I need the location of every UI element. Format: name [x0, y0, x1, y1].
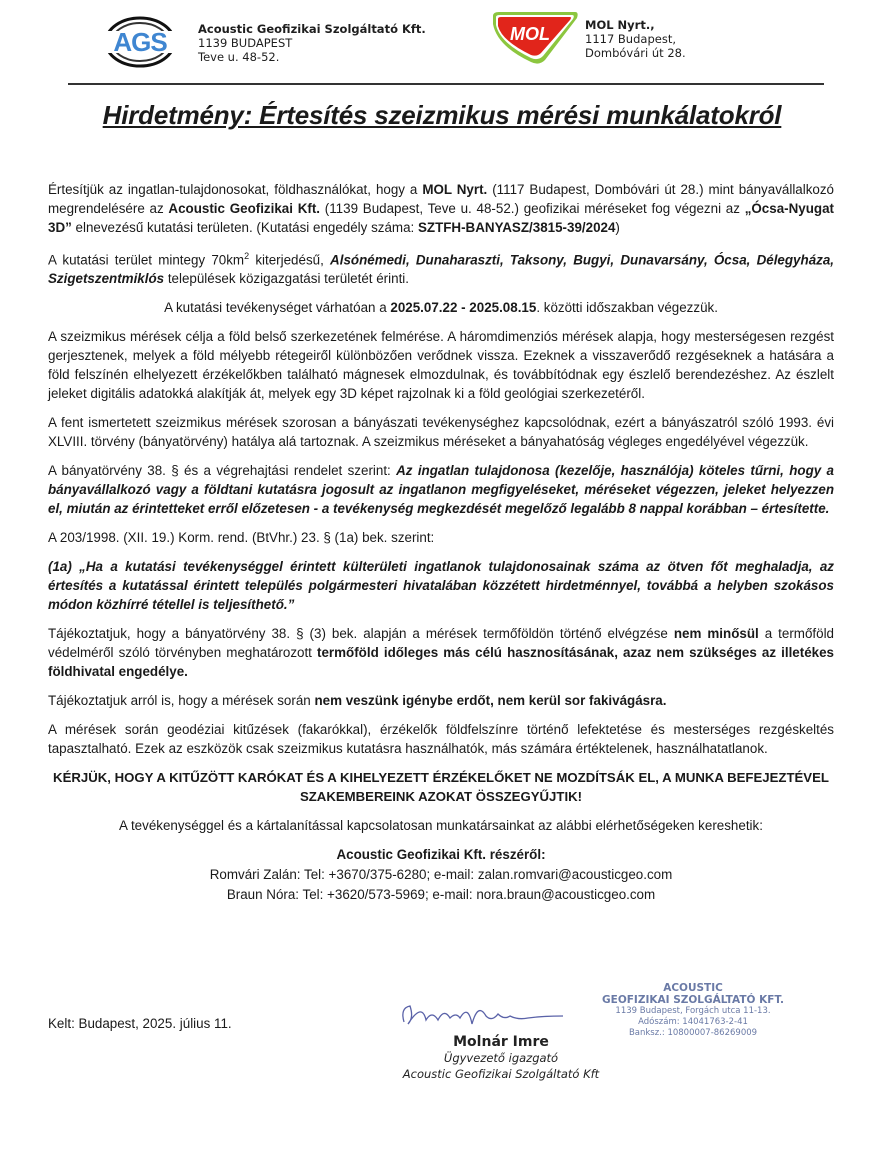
paragraph-farmland — [48, 624, 834, 681]
text: a termőföld védelméről szóló törvényben meghatározott — [48, 626, 834, 661]
warning-notice: KÉRJÜK, HOGY A KITŰZÖTT KARÓKAT ÉS A KIHELYEZETT ÉRZÉKELŐKET NE MOZDÍTSÁK EL, A MUNKA BEFEJEZTÉVEL SZAKEMBEREINK AZOKAT ÖSSZEGYŰJTIK! — [53, 770, 829, 805]
text: Értesítjük az ingatlan-tulajdonosokat, földhasználókat, hogy a — [48, 182, 423, 197]
text: A kutatási tevékenységet várhatóan a — [164, 300, 391, 316]
stamp-line: ACOUSTIC — [663, 982, 723, 994]
emphasis: nem veszünk igénybe erdőt, nem kerül sor fakivágásra. — [314, 693, 667, 709]
ags-address — [198, 22, 426, 64]
contact-block — [48, 845, 834, 905]
contact-person-romvari: Romvári Zalán: Tel: +3670/375-6280; e-mail: zalan.romvari@acousticgeo.com — [209, 867, 673, 883]
signer-name: Molnár Imre — [453, 1034, 549, 1050]
signer-block — [386, 1034, 616, 1082]
stamp-address: 1139 Budapest, Forgách utca 11-13. — [615, 1006, 771, 1016]
handwritten-signature-icon — [398, 994, 568, 1034]
document-title: Hirdetmény: Értesítés szeizmikus mérési munkálatokról — [102, 100, 782, 130]
emphasis: termőföld időleges más célú hasznosításának, azaz nem szükséges az illetékes földhivatal engedélye. — [48, 645, 835, 680]
paragraph-contact-intro: A tevékenységgel és a kártalanítással kapcsolatosan munkatársainkat az alábbi elérhetőségeken kereshetik: — [119, 818, 763, 834]
project-name: „Ócsa-Nyugat 3D” — [48, 201, 834, 235]
signer-company: Acoustic Geofizikai Szolgáltató Kft — [402, 1067, 600, 1081]
paragraph-decree-ref: A 203/1998. (XII. 19.) Korm. rend. (BtVhr.) 23. § (1a) bek. szerint: — [48, 530, 435, 546]
paragraph-decree-quote: (1a) „Ha a kutatási tevékenységgel érintett külterületi ingatlanok tulajdonosainak száma az ötven főt meghaladja, az értesítés a kutatással érintett település polgármesteri hivatalában közzétett hirdetménnyel, továbbá a helyben szokásos módon közhírré tétellel is teljesíthető.” — [48, 559, 834, 613]
ags-city: 1139 BUDAPEST — [198, 36, 293, 50]
document-body — [48, 180, 834, 905]
settlements-list: Alsónémedi, Dunaharaszti, Taksony, Bugyi, Dunavarsány, Ócsa, Délegyháza, Szigetszentmiklós — [48, 252, 834, 287]
mol-street: Dombóvári út 28. — [585, 46, 686, 60]
signer-role: Ügyvezető igazgató — [443, 1051, 559, 1065]
text: települések közigazgatási területét érinti. — [164, 271, 409, 287]
emphasis: nem minősül — [673, 626, 759, 642]
date-range: 2025.07.22 - 2025.08.15 — [390, 300, 537, 316]
mol-name: MOL Nyrt. — [422, 182, 488, 197]
text: . közötti időszakban végezzük. — [536, 300, 718, 316]
ags-logo-icon — [92, 16, 188, 68]
paragraph-legal-basis: A fent ismertetett szeizmikus mérések szorosan a bányászati tevékenységhez kapcsolódnak, ezért a bányászatról szóló 1993. évi XLVIII. törvény (bányatörvény) hatálya alá tartoznak. A szeizmikus méréseket a bányahatóság végleges engedélyével végezzük. — [48, 415, 834, 450]
header-divider — [68, 83, 824, 85]
stamp-line: GEOFIZIKAI SZOLGÁLTATÓ KFT. — [602, 994, 784, 1006]
paragraph-purpose: A szeizmikus mérések célja a föld belső szerkezetének felmérése. A háromdimenziós mérések alapja, hogy mesterségesen rezgést gerjesztenek, melyek a föld mélyebb rétegeiről különbözően verődnek vissza. Ezeknek a visszaverődő rezgéseknek a hatására a föld felszínén elhelyezett érzékelőkben található mágnesek elmozdulnak, és továbbítódnak egy észlelő berendezéshez. Az észlelt jeleket digitális adatokká alakítják át, melyek egy 3D képet rajzolnak ki a föld geológiai szerkezetéről. — [48, 329, 834, 402]
text: (1117 Budapest, Dombóvári út 28.) mint bányavállalkozó megrendelésére az — [48, 182, 834, 216]
text: A bányatörvény 38. § és a végrehajtási rendelet szerint: — [48, 463, 397, 479]
stamp-tax-number: Adószám: 14041763-2-41 — [638, 1017, 748, 1027]
mol-logo-icon — [489, 10, 581, 66]
text: (1139 Budapest, Teve u. 48-52.) geofizikai méréseket fog végezni az — [320, 201, 745, 216]
text: elnevezésű kutatási területen. (Kutatási engedély száma: — [71, 220, 418, 235]
text: A kutatási terület mintegy 70km — [48, 252, 245, 268]
mol-company-name: MOL Nyrt., — [585, 18, 655, 32]
svg-text:MOL: MOL — [510, 24, 550, 44]
ags-company-name: Acoustic Geofizikai Szolgáltató Kft. — [198, 22, 426, 36]
law-quote: Az ingatlan tulajdonosa (kezelője, használója) köteles tűrni, hogy a bányavállalkozó vagy a földtani kutatásra jogosult az ingatlanon megfigyeléseket, méréseket végezzen, jeleket helyezzen el, miután az érintetteket erről előzetesen - a tevékenység megkezdését megelőző legalább 8 nappal korábban – értesítette. — [48, 463, 834, 517]
contractor-name: Acoustic Geofizikai Kft. — [168, 201, 321, 216]
contact-heading: Acoustic Geofizikai Kft. részéről: — [336, 847, 546, 863]
paragraph-equipment: A mérések során geodéziai kitűzések (fakarókkal), érzékelők földfelszínre történő lefektetése és mesterséges rezgéskeltés tapasztalható. Ezek az eszközök csak szeizmikus kutatásra használhatók, más számára értéktelenek, használhatatlanok. — [48, 722, 834, 757]
superscript: 2 — [244, 251, 250, 261]
permit-number: SZTFH-BANYASZ/3815-39/2024 — [417, 220, 616, 235]
mol-address — [585, 18, 686, 60]
text: kiterjedésű, — [249, 252, 331, 268]
text: Tájékoztatjuk arról is, hogy a mérések során — [48, 693, 315, 709]
company-stamp — [598, 982, 788, 1039]
paragraph-forest — [48, 691, 834, 710]
contact-person-braun: Braun Nóra: Tel: +3620/573-5969; e-mail: nora.braun@acousticgeo.com — [226, 887, 656, 903]
letterhead — [0, 0, 884, 88]
mol-city: 1117 Budapest, — [585, 32, 676, 46]
text: ) — [615, 220, 620, 235]
paragraph-period — [48, 298, 834, 317]
paragraph-intro — [48, 180, 834, 237]
paragraph-area — [48, 247, 834, 288]
paragraph-mining-act — [48, 461, 834, 518]
svg-text:AGS: AGS — [113, 27, 167, 57]
date-place: Kelt: Budapest, 2025. július 11. — [48, 1016, 232, 1031]
stamp-bank-account: Banksz.: 10800007-86269009 — [628, 1028, 758, 1038]
ags-street: Teve u. 48-52. — [198, 50, 280, 64]
text: Tájékoztatjuk, hogy a bányatörvény 38. § (3) bek. alapján a mérések termőföldön történő elvégzése — [48, 626, 674, 642]
